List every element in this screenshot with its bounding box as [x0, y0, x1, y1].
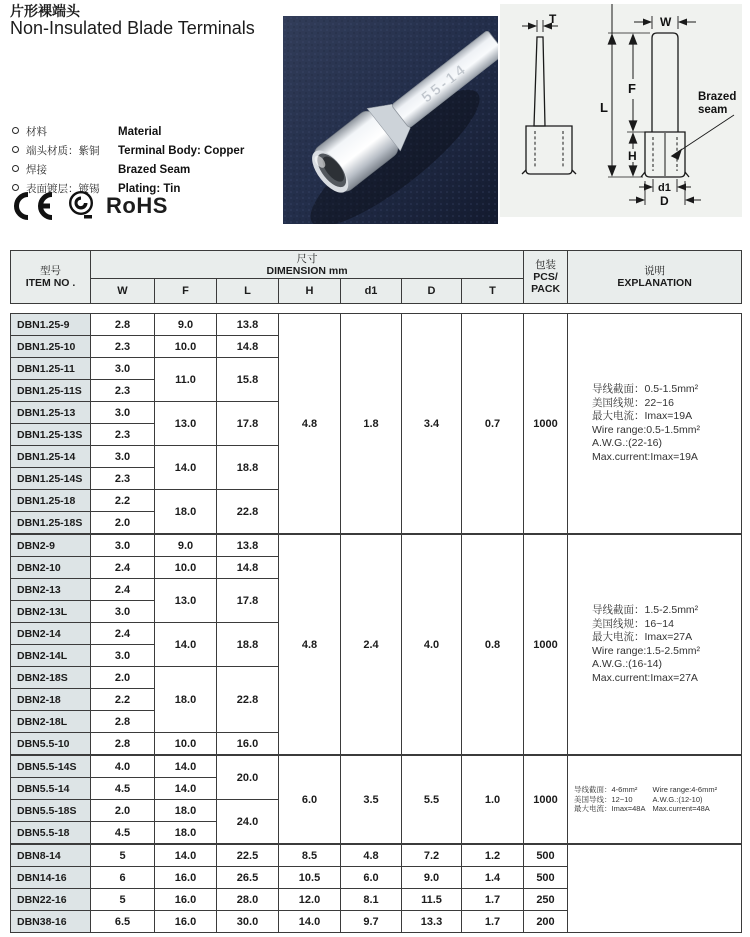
- header-col-l: L: [217, 279, 279, 304]
- f-cell: 16.0: [155, 889, 217, 911]
- w-cell: 3.0: [91, 645, 155, 667]
- d-cell: 5.5: [402, 755, 462, 844]
- f-cell: 10.0: [155, 336, 217, 358]
- w-cell: 3.0: [91, 601, 155, 623]
- page-title-en: Non-Insulated Blade Terminals: [10, 18, 255, 38]
- item-cell: DBN14-16: [11, 867, 91, 889]
- l-cell: 16.0: [217, 733, 279, 756]
- h-cell: 4.8: [279, 314, 341, 535]
- w-cell: 4.5: [91, 778, 155, 800]
- l-cell: 15.8: [217, 358, 279, 402]
- l-cell: 13.8: [217, 534, 279, 557]
- w-cell: 3.0: [91, 534, 155, 557]
- header-explanation: 说明 EXPLANATION: [568, 251, 742, 304]
- l-cell: 22.5: [217, 844, 279, 867]
- w-cell: 2.8: [91, 314, 155, 336]
- l-cell: 13.8: [217, 314, 279, 336]
- item-cell: DBN2-9: [11, 534, 91, 557]
- pack-cell: 250: [524, 889, 568, 911]
- t-cell: 1.7: [462, 889, 524, 911]
- certification-mark-icon: [66, 190, 96, 222]
- item-cell: DBN38-16: [11, 911, 91, 933]
- brazed-seam-label-2: seam: [698, 104, 728, 116]
- material-label-en: Brazed Seam: [118, 164, 191, 176]
- table-row: [11, 844, 742, 867]
- w-cell: 2.0: [91, 512, 155, 535]
- item-cell: DBN2-13L: [11, 601, 91, 623]
- explanation-cell: 导线截面：1.5-2.5mm² 美国线规：16~14 最大电流：Imax=27A Wire range:1.5-2.5mm² A.W.G.:(16-14) Max.current:Imax=27A: [568, 534, 742, 755]
- d1-cell: 2.4: [341, 534, 402, 755]
- f-cell: 9.0: [155, 534, 217, 557]
- l-cell: 22.8: [217, 490, 279, 535]
- item-cell: DBN5.5-14: [11, 778, 91, 800]
- t-cell: 1.7: [462, 911, 524, 933]
- pack-cell: 200: [524, 911, 568, 933]
- t-cell: 0.7: [462, 314, 524, 535]
- d-cell: 9.0: [402, 867, 462, 889]
- l-cell: 20.0: [217, 755, 279, 800]
- t-cell: 1.4: [462, 867, 524, 889]
- dim-label-t: T: [549, 12, 557, 26]
- d-cell: 11.5: [402, 889, 462, 911]
- d1-cell: 1.8: [341, 314, 402, 535]
- side-view-barrel: [526, 126, 572, 174]
- material-label-en: Material: [118, 126, 162, 138]
- w-cell: 6.5: [91, 911, 155, 933]
- item-cell: DBN1.25-11: [11, 358, 91, 380]
- item-cell: DBN1.25-13: [11, 402, 91, 424]
- item-cell: DBN8-14: [11, 844, 91, 867]
- w-cell: 4.5: [91, 822, 155, 845]
- spec-table: [10, 250, 742, 933]
- item-cell: DBN5.5-10: [11, 733, 91, 756]
- w-cell: 2.4: [91, 579, 155, 601]
- l-cell: 14.8: [217, 336, 279, 358]
- w-cell: 5: [91, 889, 155, 911]
- header-pack: 包装 PCS/ PACK: [524, 251, 568, 304]
- l-cell: 30.0: [217, 911, 279, 933]
- w-cell: 2.2: [91, 689, 155, 711]
- w-cell: 3.0: [91, 402, 155, 424]
- d1-cell: 4.8: [341, 844, 402, 867]
- item-cell: DBN22-16: [11, 889, 91, 911]
- w-cell: 2.3: [91, 336, 155, 358]
- materials-list: [12, 124, 272, 200]
- dim-label-h: H: [628, 149, 637, 163]
- f-cell: 18.0: [155, 667, 217, 733]
- dim-label-w: W: [660, 15, 672, 29]
- f-cell: 18.0: [155, 490, 217, 535]
- l-cell: 22.8: [217, 667, 279, 733]
- dim-label-l: L: [600, 100, 608, 115]
- pack-cell: 1000: [524, 755, 568, 844]
- pack-cell: 500: [524, 867, 568, 889]
- material-label-zh: 端头材质：紫铜: [26, 145, 100, 157]
- explanation-cell: [568, 844, 742, 933]
- d-cell: 7.2: [402, 844, 462, 867]
- item-cell: DBN1.25-13S: [11, 424, 91, 446]
- header-col-t: T: [462, 279, 524, 304]
- item-cell: DBN2-18L: [11, 711, 91, 733]
- l-cell: 17.8: [217, 402, 279, 446]
- f-cell: 18.0: [155, 800, 217, 822]
- table-row: [11, 755, 742, 778]
- material-label-en: Terminal Body: Copper: [118, 145, 245, 157]
- t-cell: 1.2: [462, 844, 524, 867]
- header-col-d: D: [402, 279, 462, 304]
- w-cell: 2.3: [91, 468, 155, 490]
- terminal-stamp: 55-14: [418, 60, 472, 107]
- item-cell: DBN5.5-14S: [11, 755, 91, 778]
- certification-marks: [10, 190, 168, 222]
- w-cell: 2.0: [91, 800, 155, 822]
- material-row: [12, 143, 272, 158]
- item-cell: DBN2-18: [11, 689, 91, 711]
- w-cell: 6: [91, 867, 155, 889]
- item-cell: DBN2-18S: [11, 667, 91, 689]
- w-cell: 2.3: [91, 380, 155, 402]
- l-cell: 18.8: [217, 623, 279, 667]
- t-cell: 1.0: [462, 755, 524, 844]
- d1-cell: 8.1: [341, 889, 402, 911]
- item-cell: DBN1.25-9: [11, 314, 91, 336]
- w-cell: 2.8: [91, 733, 155, 756]
- header-col-f: F: [155, 279, 217, 304]
- material-row: [12, 162, 272, 177]
- pack-cell: 500: [524, 844, 568, 867]
- w-cell: 2.8: [91, 711, 155, 733]
- h-cell: 12.0: [279, 889, 341, 911]
- d1-cell: 9.7: [341, 911, 402, 933]
- dim-label-d: D: [660, 194, 669, 208]
- item-cell: DBN5.5-18S: [11, 800, 91, 822]
- item-cell: DBN1.25-10: [11, 336, 91, 358]
- header-col-h: H: [279, 279, 341, 304]
- l-cell: 17.8: [217, 579, 279, 623]
- front-view-blade: [652, 33, 678, 132]
- f-cell: 13.0: [155, 579, 217, 623]
- pack-cell: 1000: [524, 534, 568, 755]
- h-cell: 10.5: [279, 867, 341, 889]
- item-cell: DBN2-13: [11, 579, 91, 601]
- w-cell: 3.0: [91, 358, 155, 380]
- w-cell: 3.0: [91, 446, 155, 468]
- h-cell: 6.0: [279, 755, 341, 844]
- dim-label-f: F: [628, 81, 636, 96]
- d-cell: 13.3: [402, 911, 462, 933]
- material-label-en: Plating: Tin: [118, 183, 181, 195]
- w-cell: 2.4: [91, 557, 155, 579]
- ce-mark-icon: [10, 191, 56, 221]
- f-cell: 14.0: [155, 844, 217, 867]
- dim-label-d1: d1: [658, 182, 671, 194]
- spec-table-header: [10, 250, 742, 304]
- f-cell: 18.0: [155, 822, 217, 845]
- explanation-cell: 导线截面：0.5-1.5mm² 美国线规：22~16 最大电流：Imax=19A Wire range:0.5-1.5mm² A.W.G.:(22-16) Max.current:Imax=19A: [568, 314, 742, 535]
- table-row: [11, 534, 742, 557]
- table-row: [11, 314, 742, 336]
- h-cell: 14.0: [279, 911, 341, 933]
- w-cell: 2.3: [91, 424, 155, 446]
- header-col-w: W: [91, 279, 155, 304]
- item-cell: DBN2-14L: [11, 645, 91, 667]
- f-cell: 11.0: [155, 358, 217, 402]
- f-cell: 16.0: [155, 867, 217, 889]
- w-cell: 2.0: [91, 667, 155, 689]
- f-cell: 10.0: [155, 733, 217, 756]
- bullet-icon: [12, 127, 19, 134]
- d1-cell: 3.5: [341, 755, 402, 844]
- side-view-blade: [534, 37, 545, 126]
- h-cell: 8.5: [279, 844, 341, 867]
- item-cell: DBN1.25-11S: [11, 380, 91, 402]
- material-label-zh: 表面镀层：镀锡: [26, 183, 100, 195]
- d1-cell: 6.0: [341, 867, 402, 889]
- l-cell: 18.8: [217, 446, 279, 490]
- f-cell: 13.0: [155, 402, 217, 446]
- h-cell: 4.8: [279, 534, 341, 755]
- d-cell: 3.4: [402, 314, 462, 535]
- item-cell: DBN1.25-18S: [11, 512, 91, 535]
- f-cell: 14.0: [155, 755, 217, 778]
- f-cell: 10.0: [155, 557, 217, 579]
- material-row: [12, 124, 272, 139]
- f-cell: 14.0: [155, 778, 217, 800]
- l-cell: 14.8: [217, 557, 279, 579]
- w-cell: 2.4: [91, 623, 155, 645]
- page-title-zh: 片形裸端头: [10, 3, 80, 19]
- rohs-label: RoHS: [106, 193, 168, 218]
- l-cell: 28.0: [217, 889, 279, 911]
- bullet-icon: [12, 165, 19, 172]
- item-cell: DBN1.25-18: [11, 490, 91, 512]
- explanation-cell: 导线截面：4-6mm² 美国导线：12~10 最大电流：Imax=48A Wire range:4-6mm² A.W.G.:(12-10) Max.current=48A: [568, 755, 742, 844]
- l-cell: 26.5: [217, 867, 279, 889]
- dimension-diagram: [500, 4, 742, 217]
- spec-table-body: [10, 313, 742, 933]
- brazed-seam-label-1: Brazed: [698, 91, 737, 103]
- item-cell: DBN1.25-14: [11, 446, 91, 468]
- item-cell: DBN1.25-14S: [11, 468, 91, 490]
- product-photo: [283, 16, 498, 224]
- w-cell: 4.0: [91, 755, 155, 778]
- w-cell: 5: [91, 844, 155, 867]
- f-cell: 14.0: [155, 446, 217, 490]
- w-cell: 2.2: [91, 490, 155, 512]
- item-cell: DBN5.5-18: [11, 822, 91, 845]
- material-label-zh: 焊接: [26, 164, 47, 176]
- item-cell: DBN2-10: [11, 557, 91, 579]
- material-label-zh: 材料: [26, 126, 47, 138]
- l-cell: 24.0: [217, 800, 279, 845]
- f-cell: 9.0: [155, 314, 217, 336]
- item-cell: DBN2-14: [11, 623, 91, 645]
- pack-cell: 1000: [524, 314, 568, 535]
- f-cell: 14.0: [155, 623, 217, 667]
- header-dimension: 尺寸 DIMENSION mm: [91, 251, 524, 279]
- bullet-icon: [12, 146, 19, 153]
- t-cell: 0.8: [462, 534, 524, 755]
- d-cell: 4.0: [402, 534, 462, 755]
- f-cell: 16.0: [155, 911, 217, 933]
- header-col-d1: d1: [341, 279, 402, 304]
- header-item-no: 型号 ITEM NO .: [11, 251, 91, 304]
